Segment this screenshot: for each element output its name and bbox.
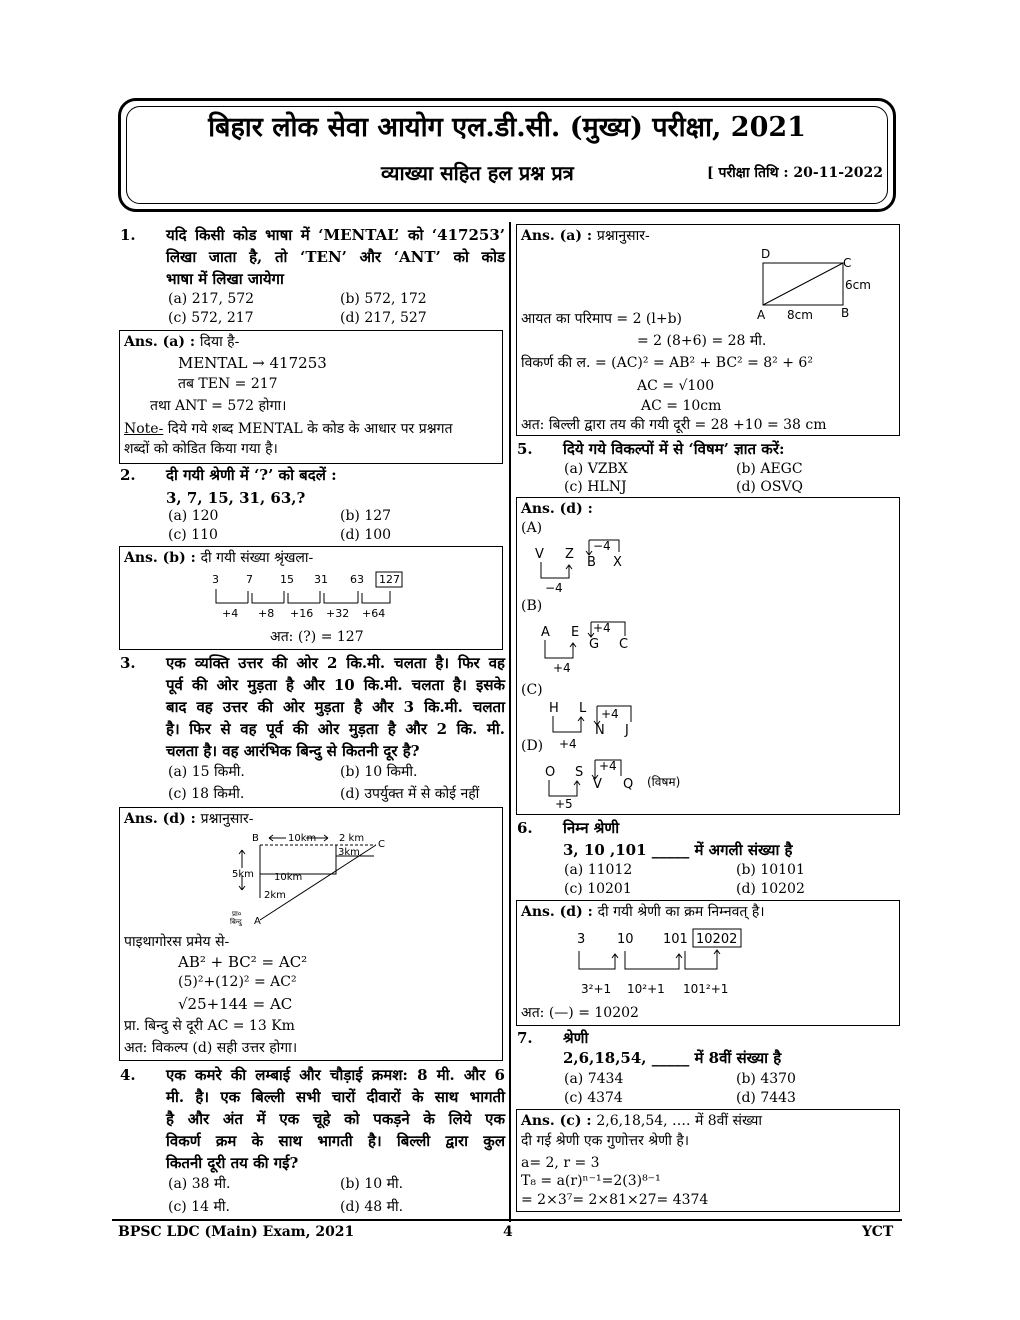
svg-text:Z: Z: [565, 547, 574, 562]
q2-option-a: (a) 120: [168, 508, 219, 524]
diff-label: +4: [222, 607, 239, 620]
svg-text:A: A: [757, 308, 766, 322]
q7-answer-box: Ans. (c) : 2,6,18,54, …. में 8वीं संख्या दी गई श्रेणी एक गुणोत्तर श्रेणी है। a= 2, r = 3 T₈ = a(r)ⁿ⁻¹=2(3)⁸⁻¹ = 2×3⁷= 2×81×27= 4374: [516, 1109, 900, 1212]
svg-text:2km: 2km: [264, 890, 286, 901]
header-box: [118, 98, 896, 212]
q2-option-b: (b) 127: [340, 508, 392, 524]
footer-rule: [112, 1219, 902, 1221]
diff-label: +32: [326, 607, 350, 620]
svg-text:V: V: [535, 547, 544, 562]
q2-option-d: (d) 100: [340, 527, 392, 543]
footer-exam-name: BPSC LDC (Main) Exam, 2021: [118, 1224, 355, 1240]
svg-text:बिन्दु: बिन्दु: [230, 918, 242, 926]
q3-option-c: (c) 18 किमी.: [168, 786, 245, 802]
svg-text:N: N: [595, 723, 605, 738]
svg-text:C: C: [843, 256, 852, 270]
svg-text:B: B: [252, 833, 259, 844]
q1-option-b: (b) 572, 172: [340, 291, 427, 307]
svg-text:+4: +4: [553, 661, 571, 675]
svg-text:10km: 10km: [274, 872, 303, 883]
q2-series-diagram: [200, 571, 420, 625]
svg-text:+4: +4: [601, 707, 619, 721]
q3-path-diagram: [224, 828, 424, 928]
q3-option-a: (a) 15 किमी.: [168, 764, 245, 780]
q5-option-c: (c) HLNJ: [564, 479, 627, 495]
svg-text:G: G: [589, 637, 600, 652]
diff-label: +8: [258, 607, 275, 620]
q3-option-d: (d) उपर्युक्त में से कोई नहीं: [340, 786, 480, 802]
column-divider: [509, 222, 511, 1222]
svg-text:E: E: [571, 625, 580, 640]
svg-text:X: X: [613, 555, 622, 570]
svg-text:B: B: [841, 306, 850, 320]
q3-option-b: (b) 10 किमी.: [340, 764, 418, 780]
svg-text:10202: 10202: [696, 932, 738, 947]
q4-option-d: (d) 48 मी.: [340, 1199, 404, 1215]
q5-group-a: [531, 536, 661, 596]
q7-option-a: (a) 7434: [564, 1071, 624, 1087]
q4-option-a: (a) 38 मी.: [168, 1176, 231, 1192]
q6-option-b: (b) 10101: [736, 862, 805, 878]
svg-text:+5: +5: [555, 797, 573, 811]
svg-text:−4: −4: [593, 539, 611, 553]
svg-text:A: A: [541, 625, 550, 640]
page-subtitle: व्याख्या सहित हल प्रश्न प्रत्र: [381, 161, 574, 185]
diff-label: +64: [362, 607, 386, 620]
svg-text:3: 3: [577, 932, 586, 947]
series-term: 63: [350, 573, 364, 586]
svg-text:10²+1: 10²+1: [627, 982, 665, 996]
svg-text:5km: 5km: [232, 869, 254, 880]
svg-text:3km: 3km: [338, 847, 360, 858]
exam-date: [ परीक्षा तिथि : 20-11-2022: [707, 165, 883, 181]
svg-text:B: B: [587, 555, 596, 570]
page-number: 4: [503, 1224, 513, 1240]
series-term: 7: [246, 573, 253, 586]
q6-option-a: (a) 11012: [564, 862, 633, 878]
page-title: बिहार लोक सेवा आयोग एल.डी.सी. (मुख्य) परीक्षा, 2021: [208, 112, 806, 143]
q6-option-c: (c) 10201: [564, 881, 632, 897]
series-term: 31: [314, 573, 328, 586]
svg-text:D: D: [761, 247, 771, 261]
q2-answer-box: Ans. (b) : दी गयी संख्या श्रृंखला- 3 7 15 31 63 127 +4 +8 +16 +32 +64 अत: (?) = 127: [119, 546, 503, 650]
q4-answer-box: Ans. (a) : प्रश्नानुसार- D C 6cm A 8cm B आयत का परिमाप = 2 (l+b) = 2 (8+6) = 28 मी. विकर्ण की ल. = (AC)² = AB² + BC² = 8² + 6² AC = √100 AC = 10cm अत: बिल्ली द्वारा तय की गयी दूरी = 28 +10 = 38 cm: [516, 224, 900, 436]
q1-option-d: (d) 217, 527: [340, 310, 427, 326]
svg-text:+4: +4: [599, 759, 617, 773]
svg-text:A: A: [254, 916, 261, 927]
diff-label: +16: [290, 607, 314, 620]
svg-text:H: H: [549, 701, 559, 716]
q4-option-c: (c) 14 मी.: [168, 1199, 230, 1215]
q5-answer-box: Ans. (d) : (A) (B) (C) (D) V Z B X −4 −4 A E G C +4 +4 H L N J +4 +4 O S V Q +4 +5 (विषम): [516, 497, 900, 815]
q5-option-b: (b) AEGC: [736, 461, 803, 477]
q5-option-a: (a) VZBX: [564, 461, 628, 477]
q1-option-a: (a) 217, 572: [168, 291, 255, 307]
svg-text:प्रा०: प्रा०: [232, 910, 242, 918]
svg-text:+4: +4: [593, 621, 611, 635]
svg-text:V: V: [593, 777, 602, 792]
q5-group-b: [537, 618, 667, 680]
q2-option-c: (c) 110: [168, 527, 218, 543]
q3-answer-box: Ans. (d) : प्रश्नानुसार- B 10km 2 km C 3km 5km 10km 2km प्रा० बिन्दु A पाइथागोरस प्रमेय से- AB² + BC² = AC² (5)²+(12)² = AC² √25+144 = AC प्रा. बिन्दु से दूरी AC = 13 Km अत: विकल्प (d) सही उत्तर होगा।: [119, 807, 503, 1061]
series-term: 3: [212, 573, 219, 586]
q7-option-c: (c) 4374: [564, 1090, 623, 1106]
q5-group-c: [545, 698, 675, 758]
q5-group-d: [541, 756, 721, 814]
q1-option-c: (c) 572, 217: [168, 310, 254, 326]
svg-text:C: C: [378, 839, 385, 850]
svg-text:2 km: 2 km: [339, 833, 365, 844]
svg-text:J: J: [625, 723, 629, 738]
svg-text:O: O: [545, 765, 556, 780]
svg-text:C: C: [619, 637, 629, 652]
q6-series-diagram: [567, 925, 807, 1001]
svg-text:101: 101: [663, 932, 688, 947]
svg-text:L: L: [579, 701, 587, 716]
series-connector: [216, 589, 390, 603]
svg-text:10: 10: [617, 932, 634, 947]
footer-publisher: YCT: [862, 1224, 894, 1240]
svg-text:3²+1: 3²+1: [581, 982, 612, 996]
svg-text:8cm: 8cm: [787, 308, 813, 322]
series-term: 15: [280, 573, 294, 586]
series-term: 127: [379, 573, 400, 586]
svg-text:6cm: 6cm: [845, 278, 871, 292]
q6-option-d: (d) 10202: [736, 881, 805, 897]
svg-text:−4: −4: [545, 581, 563, 595]
q4-option-b: (b) 10 मी.: [340, 1176, 404, 1192]
q6-answer-box: Ans. (d) : दी गयी श्रेणी का क्रम निम्नवत् है। 3 10 101 10202 3²+1 10²+1 101²+1 अत: (—) = 10202: [516, 900, 900, 1026]
svg-text:S: S: [575, 765, 584, 780]
q4-rectangle-diagram: [757, 243, 897, 323]
svg-text:+4: +4: [559, 737, 577, 751]
svg-text:10km: 10km: [288, 833, 317, 844]
q5-option-d: (d) OSVQ: [736, 479, 803, 495]
svg-text:101²+1: 101²+1: [683, 982, 729, 996]
q7-option-b: (b) 4370: [736, 1071, 796, 1087]
q1-answer-box: Ans. (a) : दिया है- MENTAL → 417253 तब TEN = 217 तथा ANT = 572 होगा। Note- दिये गये शब्द MENTAL के कोड के आधार पर प्रश्नगत शब्दों को कोडित किया गया है।: [119, 330, 503, 464]
svg-text:(विषम): (विषम): [647, 775, 681, 789]
svg-text:Q: Q: [623, 777, 634, 792]
q7-option-d: (d) 7443: [736, 1090, 796, 1106]
